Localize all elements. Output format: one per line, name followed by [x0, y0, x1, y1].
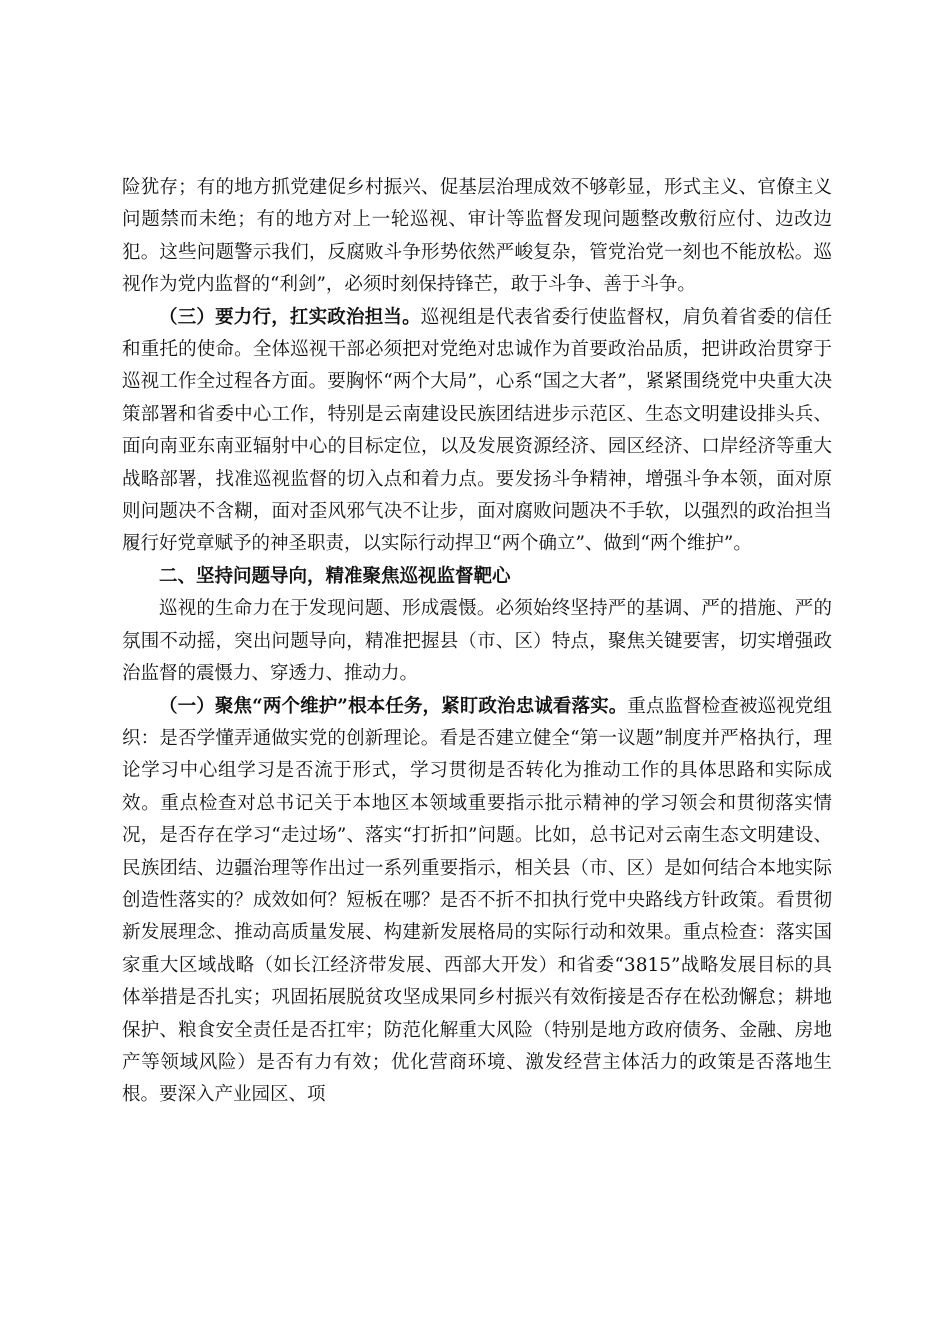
- paragraph-continuation: [122, 172, 832, 302]
- paragraph-lead: （三）要力行，扛实政治担当。: [159, 306, 421, 328]
- paragraph-text: 巡视组是代表省委行使监督权，肩负着省委的信任和重托的使命。全体巡视干部必须把对党绝对忠诚作为首要政治品质，把讲政治贯穿于巡视工作全过程各方面。要胸怀“两个大局”，心系“国之大者”，紧紧围绕党中央重大决策部署和省委中心工作，特别是云南建设民族团结进步示范区、生态文明建设排头兵、面向南亚东南亚辐射中心的目标定位，以及发展资源经济、园区经济、口岸经济等重大战略部署，找准巡视监督的切入点和着力点。要发扬斗争精神，增强斗争本领，面对原则问题决不含糊，面对歪风邪气决不让步，面对腐败问题决不手软，以强烈的政治担当履行好党章赋予的神圣职责，以实际行动捍卫“两个确立”、做到“两个维护”。: [122, 306, 832, 555]
- paragraph-intro: [122, 593, 832, 690]
- section-heading: 二、坚持问题导向，精准聚焦巡视监督靶心: [159, 565, 511, 587]
- paragraph-text: 巡视的生命力在于发现问题、形成震慑。必须始终坚持严的基调、严的措施、严的氛围不动摇，突出问题导向，精准把握县（市、区）特点，聚焦关键要害，切实增强政治监督的震慑力、穿透力、推动力。: [122, 598, 832, 685]
- paragraph-text: 险犹存；有的地方抓党建促乡村振兴、促基层治理成效不够彰显，形式主义、官僚主义问题禁而未绝；有的地方对上一轮巡视、审计等监督发现问题整改敷衍应付、边改边犯。这些问题警示我们，反腐败斗争形势依然严峻复杂，管党治党一刻也不能放松。巡视作为党内监督的“利剑”，必须时刻保持锋芒，敢于斗争、善于斗争。: [122, 177, 832, 296]
- paragraph-lead: （一）聚焦“两个维护”根本任务，紧盯政治忠诚看落实。: [159, 695, 628, 717]
- paragraph-section-3: [122, 302, 832, 561]
- document-body: [122, 172, 832, 1112]
- paragraph-subsection-1: [122, 691, 832, 1112]
- paragraph-text: 重点监督检查被巡视党组织：是否学懂弄通做实党的创新理论。看是否建立健全“第一议题”制度并严格执行，理论学习中心组学习是否流于形式，学习贯彻是否转化为推动工作的具体思路和实际成效。重点检查对总书记关于本地区本领域重要指示批示精神的学习领会和贯彻落实情况，是否存在学习“走过场”、落实“打折扣”问题。比如，总书记对云南生态文明建设、民族团结、边疆治理等作出过一系列重要指示，相关县（市、区）是如何结合本地实际创造性落实的？成效如何？短板在哪？是否不折不扣执行党中央路线方针政策。看贯彻新发展理念、推动高质量发展、构建新发展格局的实际行动和效果。重点检查：落实国家重大区域战略（如长江经济带发展、西部大开发）和省委“3815”战略发展目标的具体举措是否扎实；巩固拓展脱贫攻坚成果同乡村振兴有效衔接是否存在松劲懈怠；耕地保护、粮食安全责任是否扛牢；防范化解重大风险（特别是地方政府债务、金融、房地产等领域风险）是否有力有效；优化营商环境、激发经营主体活力的政策是否落地生根。要深入产业园区、项: [122, 695, 832, 1106]
